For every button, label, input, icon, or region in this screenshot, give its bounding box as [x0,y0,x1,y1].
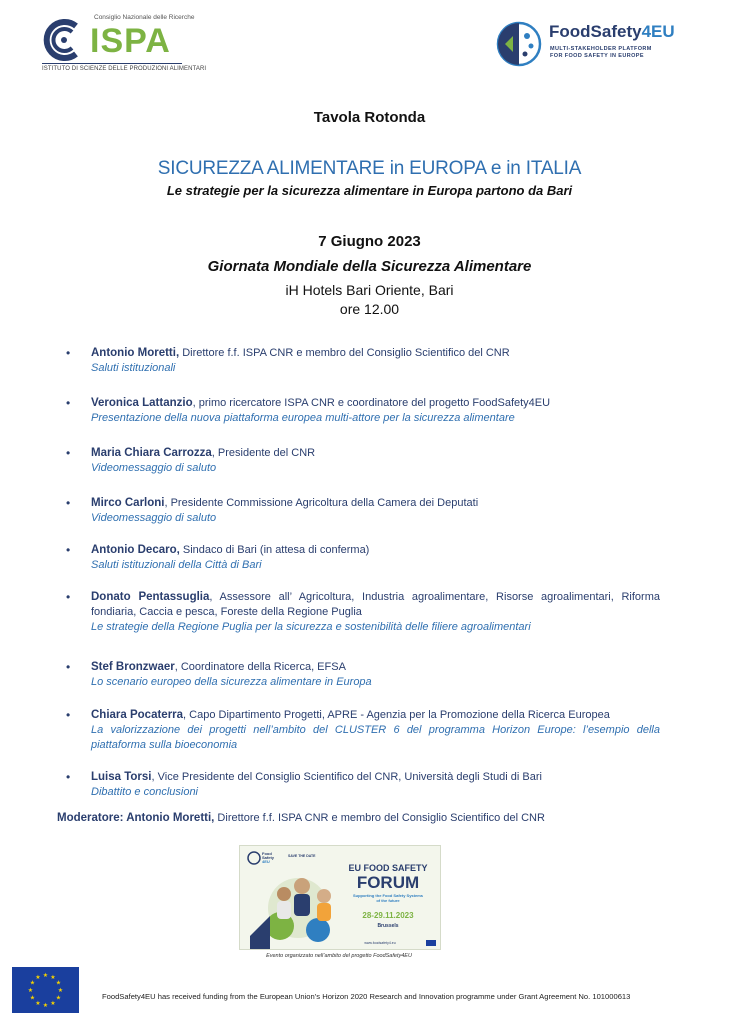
foodsafety-tagline-line: MULTI-STAKEHOLDER PLATFORM [550,46,652,52]
poster-caption: Evento organizzato nell’ambito del progetto FoodSafety4EU [266,953,412,959]
bullet-icon: • [66,346,71,360]
svg-text:★: ★ [42,1002,49,1009]
person-icon [317,903,331,921]
speaker-item [66,708,660,753]
funding-note: FoodSafety4EU has received funding from the European Union’s Horizon 2020 Research and Innovation programme under Grant Agreement No. 101000613 [102,992,631,1001]
poster-tagline: Supporting the Food Safety Systems [352,893,424,898]
speaker-topic: Videomessaggio di saluto [91,512,217,524]
svg-text:★: ★ [29,979,36,987]
speaker-role: Direttore f.f. ISPA CNR e membro del Consiglio Scientifico del CNR [179,347,510,359]
svg-text:★: ★ [42,972,49,979]
poster-logo-text: Safety [262,855,275,860]
bullet-icon: • [66,396,71,410]
poster-dates: 28-29.11.2023 [362,911,414,920]
event-venue: iH Hotels Bari Oriente, Bari [285,282,454,298]
speaker-topic: Dibattito e conclusioni [91,786,199,798]
speaker-name: Donato Pentassuglia [91,591,210,603]
page-title: SICUREZZA ALIMENTARE in EUROPA e in ITALIA [157,158,582,179]
speaker-item [66,590,660,635]
speaker-topic: La valorizzazione dei progetti nell’ambito del CLUSTER 6 del programma Horizon Europe: l’esempio della piattaforma sulla bioeconomia [91,724,660,751]
speaker-item [66,543,660,573]
bullet-icon: • [66,590,71,604]
eu-flag-mini-icon [426,940,436,946]
speaker-name: Luisa Torsi [91,771,152,783]
speaker-role: , Assessore all’ Agricoltura, Industria agroalimentare, Risorse agroalimentari, Riforma fondiaria, Caccia e pesca, Foreste della Regione Puglia [91,591,660,618]
speaker-topic: Lo scenario europeo della sicurezza alimentare in Europa [91,676,372,688]
speaker-item [66,770,660,800]
forum-poster-art [240,846,440,949]
person-icon [294,878,310,894]
ispa-logo [40,14,207,76]
eu-flag-icon [12,967,79,1013]
bullet-icon: • [66,708,71,722]
poster-logo-text: 4EU [262,859,270,864]
bullet-icon: • [66,446,71,460]
bullet-icon: • [66,770,71,784]
bullet-icon: • [66,543,71,557]
logo-divider [42,63,182,64]
moderator-label: Moderatore: Antonio Moretti, [57,812,215,824]
foodsafety-mini-icon [248,852,260,864]
speaker-role: , Presidente Commissione Agricoltura della Camera dei Deputati [164,497,479,509]
speaker-role: , Vice Presidente del Consiglio Scientifico del CNR, Università degli Studi di Bari [151,771,542,783]
bullet-icon: • [66,496,71,510]
speaker-name: Stef Bronzwaer [91,661,175,673]
svg-text:★: ★ [57,987,64,994]
speaker-topic: Saluti istituzionali [91,362,176,374]
speaker-role: , Presidente del CNR [211,447,316,459]
speaker-topic: Videomessaggio di saluto [91,462,217,474]
cnr-ring-icon [40,18,88,62]
svg-text:★: ★ [27,987,34,994]
svg-text:★: ★ [50,1000,56,1007]
event-date: 7 Giugno 2023 [318,233,421,250]
speaker-role: Sindaco di Bari (in attesa di conferma) [179,544,370,556]
ispa-wordmark: ISPA [90,22,171,60]
forum-poster [239,845,441,950]
poster-logo-text: Food [262,851,272,856]
speaker-item [66,346,660,376]
poster-heading-forum: FORUM [356,873,420,892]
foodsafety-tagline [550,46,652,60]
poster-url: www.foodsafety4.eu [364,941,396,945]
poster-tagline: of the future [376,898,400,903]
speaker-role: , Coordinatore della Ricerca, EFSA [174,661,346,673]
poster-badge: SAVE THE DATE [288,854,316,858]
event-day-name: Giornata Mondiale della Sicurezza Alimentare [207,258,532,275]
speaker-name: Veronica Lattanzio [91,397,193,409]
speaker-role: , Capo Dipartimento Progetti, APRE - Agenzia per la Promozione della Ricerca Europea [183,709,610,721]
speaker-item [66,496,660,526]
foodsafety-tagline-line: FOR FOOD SAFETY IN EUROPE [550,53,644,59]
poster-city: Brussels [377,923,399,929]
event-time: ore 12.00 [339,301,400,317]
foodsafety-wordmark [549,22,675,42]
ispa-subtitle: ISTITUTO DI SCIENZE DELLE PRODUZIONI ALIMENTARI [42,66,207,72]
speaker-topic: Presentazione della nuova piattaforma europea multi-attore per la sicurezza alimentare [91,412,515,424]
person-icon [277,887,291,901]
speaker-topic: Saluti istituzionali della Città di Bari [91,559,262,571]
speaker-name: Chiara Pocaterra [91,709,184,721]
person-icon [294,894,310,916]
speaker-name: Antonio Decaro, [91,544,180,556]
foodsafety-name-main: FoodSafety [549,22,642,41]
foodsafety4eu-logo [495,18,705,72]
page-subtitle: Le strategie per la sicurezza alimentare in Europa partono da Bari [166,183,573,198]
person-icon [317,889,331,903]
speaker-name: Mirco Carloni [91,497,165,509]
poster-blob [306,918,330,942]
speaker-item [66,446,660,476]
person-icon [277,901,291,919]
moderator-line [57,812,545,824]
speaker-topic: Le strategie della Regione Puglia per la sicurezza e sostenibilità delle filiere agroalimentari [91,621,531,633]
cnr-org-line: Consiglio Nazionale delle Ricerche [94,14,195,21]
svg-text:★: ★ [35,1000,41,1007]
svg-text:★: ★ [35,974,41,981]
moderator-role: Direttore f.f. ISPA CNR e membro del Consiglio Scientifico del CNR [214,812,545,824]
svg-text:★: ★ [50,974,56,981]
speaker-item [66,396,660,426]
poster-heading: EU FOOD SAFETY [348,863,428,873]
speaker-role: , primo ricercatore ISPA CNR e coordinatore del progetto FoodSafety4EU [192,397,551,409]
svg-text:★: ★ [55,979,62,987]
foodsafety-globe-icon [495,20,543,68]
speaker-name: Maria Chiara Carrozza [91,447,212,459]
svg-text:★: ★ [29,994,36,1002]
speaker-item [66,660,660,690]
speaker-name: Antonio Moretti, [91,347,180,359]
svg-text:★: ★ [55,994,62,1002]
event-type: Tavola Rotonda [313,109,426,126]
foodsafety-name-highlight: 4EU [641,22,675,41]
bullet-icon: • [66,660,71,674]
poster-shape [250,916,270,949]
